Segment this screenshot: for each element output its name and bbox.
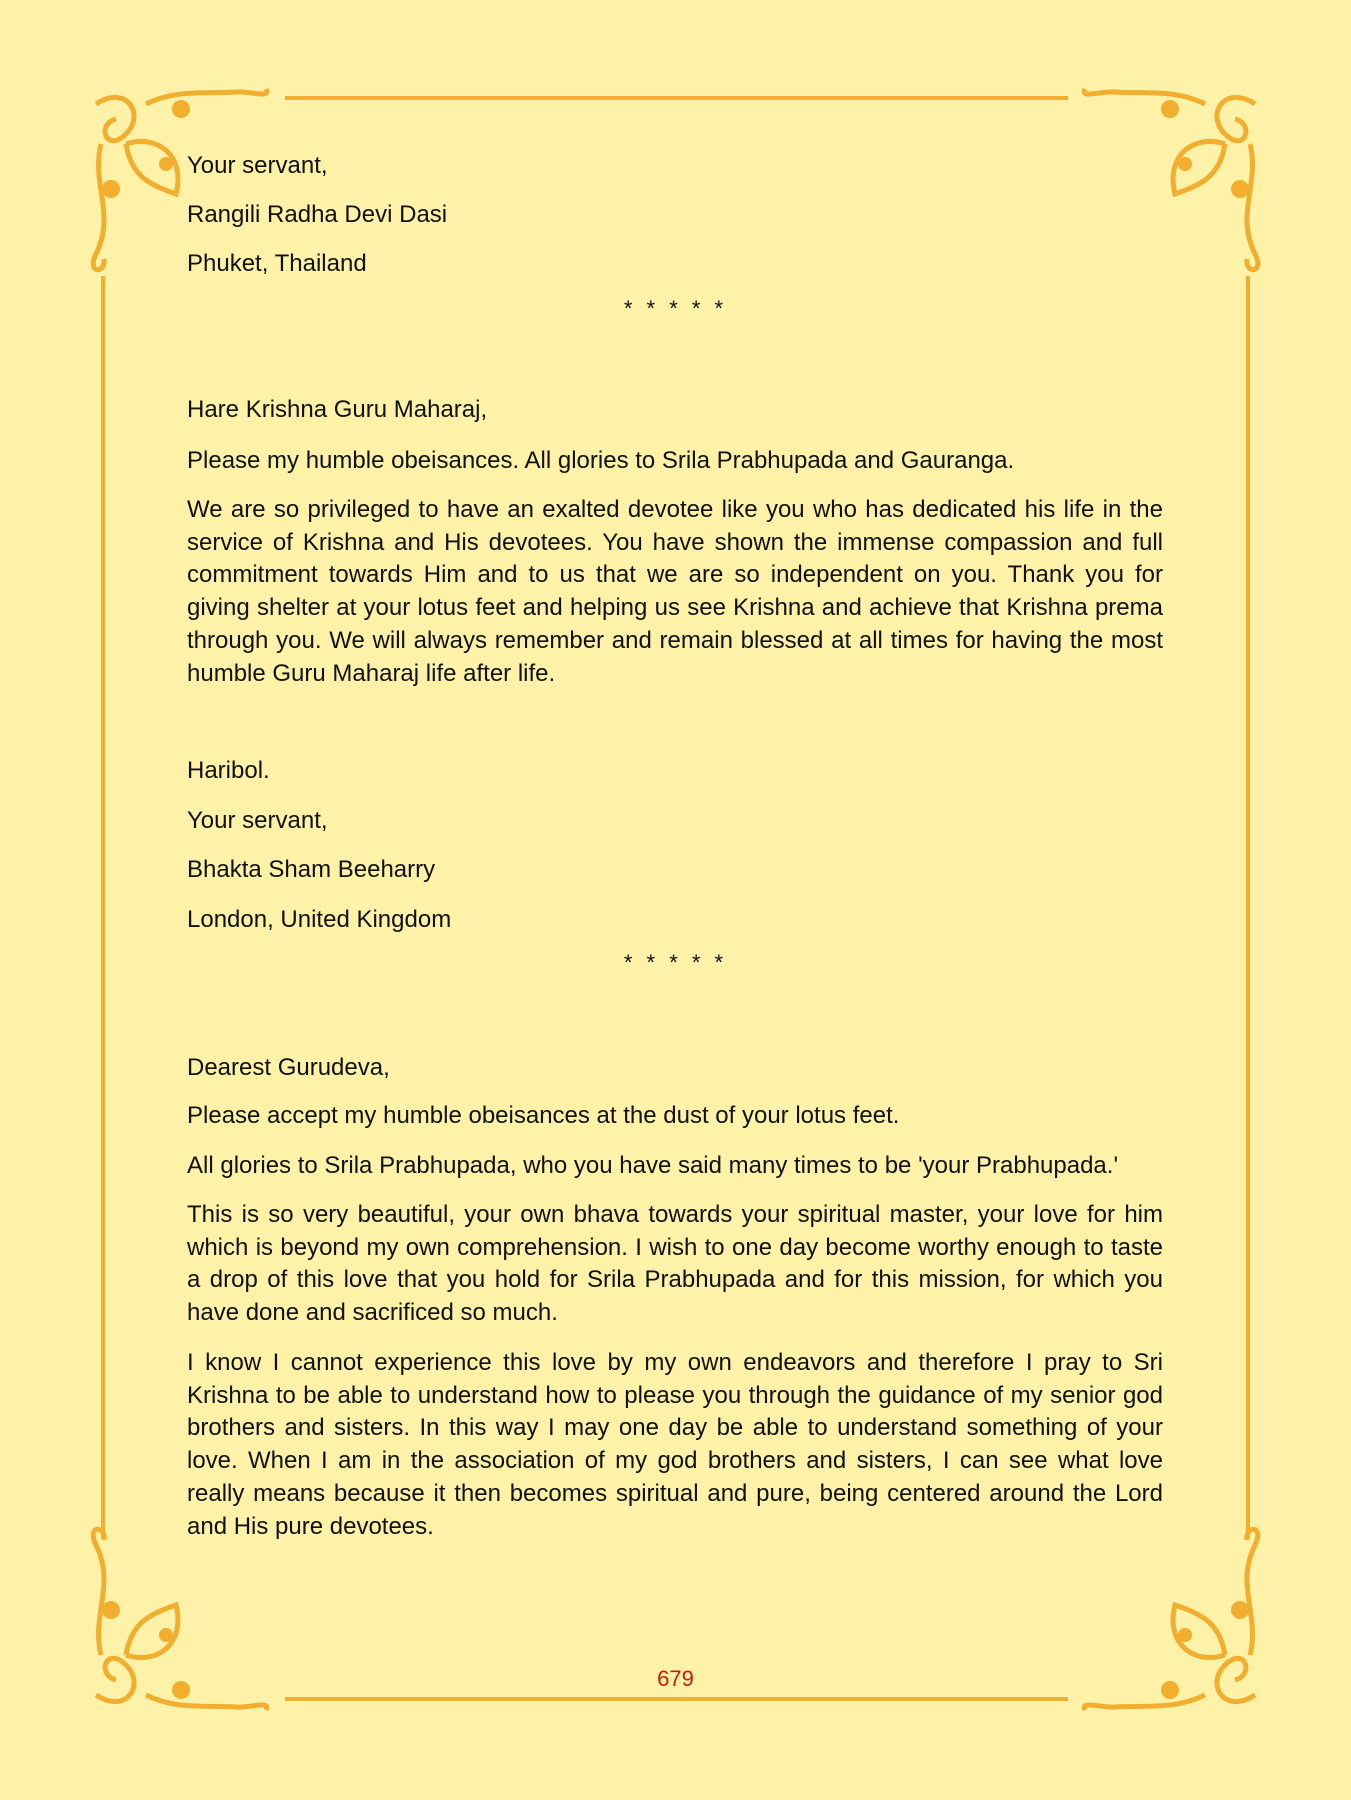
signer-location: Phuket, Thailand bbox=[187, 250, 367, 277]
greeting-line: Please my humble obeisances. All glories to Srila Prabhupada and Gauranga. bbox=[187, 447, 1015, 474]
page-number: 679 bbox=[657, 1666, 694, 1691]
signer-name: Rangili Radha Devi Dasi bbox=[187, 201, 448, 228]
border-bottom bbox=[285, 1697, 1068, 1701]
letter-paragraph: This is so very beautiful, your own bhava towards your spiritual master, your love for him which is beyond my own comprehension. I wish to one day become worthy enough to taste a drop of this love that you hold for Srila Prabhupada and for this mission, for which you have done and sacrificed so much. bbox=[187, 1201, 1163, 1327]
letter-paragraph: We are so privileged to have an exalted devotee like you who has dedicated his life in the service of Krishna and His devotees. You have shown the immense compassion and full commitment towards Him and to us that we are so independent on you. Thank you for giving shelter at your lotus feet and helping us see Krishna and achieve that Krishna prema through you. We will always remember and remain blessed at all times for having the most humble Guru Maharaj life after life. bbox=[187, 496, 1163, 687]
greeting-line: Please accept my humble obeisances at the dust of your lotus feet. bbox=[187, 1102, 900, 1129]
signer-location: London, United Kingdom bbox=[187, 906, 452, 933]
border-top bbox=[285, 96, 1068, 100]
section-separator: * * * * * bbox=[623, 950, 728, 975]
closing: Haribol. bbox=[187, 757, 270, 784]
border-right bbox=[1246, 276, 1250, 1538]
signer-name: Bhakta Sham Beeharry bbox=[187, 856, 436, 883]
border-left bbox=[101, 276, 105, 1538]
salutation: Hare Krishna Guru Maharaj, bbox=[187, 396, 488, 423]
letter-paragraph: I know I cannot experience this love by my own endeavors and therefore I pray to Sri Krishna to be able to understand how to please you through the guidance of my senior god brothers and sisters. In this way I may one day be able to understand something of your love. When I am in the association of my god brothers and sisters, I can see what love really means because it then becomes spiritual and pure, being centered around the Lord and His pure devotees. bbox=[187, 1349, 1163, 1540]
section-separator: * * * * * bbox=[623, 296, 728, 321]
greeting-line: All glories to Srila Prabhupada, who you have said many times to be 'your Prabhupada.' bbox=[187, 1152, 1119, 1179]
salutation: Dearest Gurudeva, bbox=[187, 1054, 390, 1081]
signoff: Your servant, bbox=[187, 807, 328, 834]
signoff: Your servant, bbox=[187, 152, 328, 179]
